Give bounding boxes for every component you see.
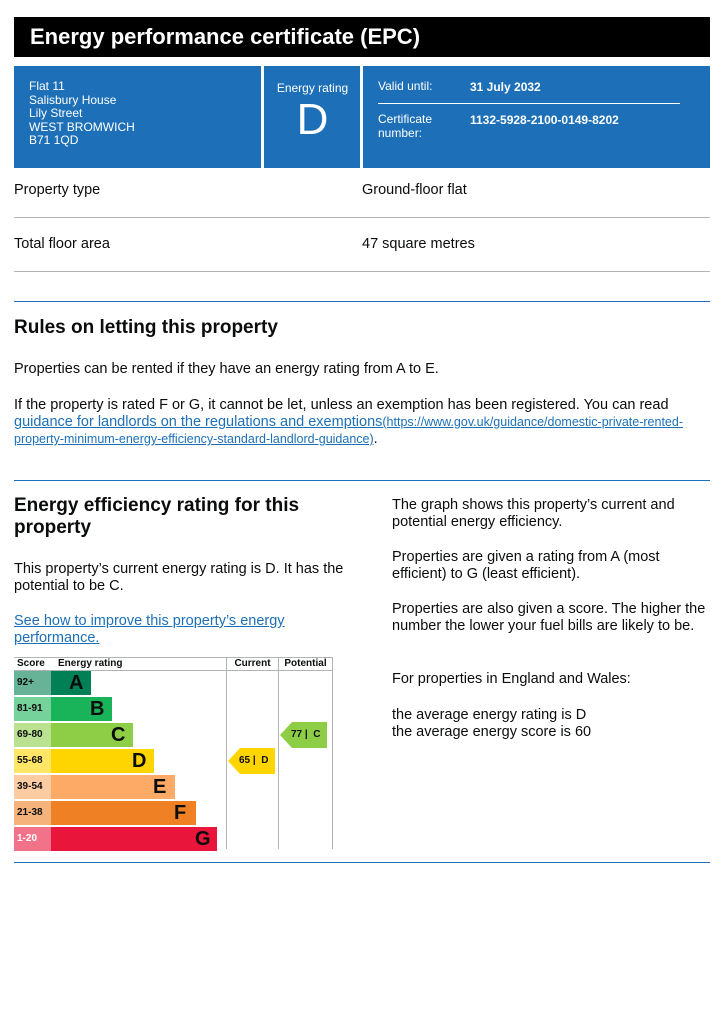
current-column-header: Current [234, 658, 271, 669]
score-column-header: Score [17, 658, 45, 669]
floor-area-value: 47 square metres [362, 236, 475, 252]
band-score-e: 39-54 [14, 775, 51, 799]
landlord-guidance-url[interactable]: (https://www.gov.uk/guidance/domestic-private-rented-property-minimum-energy-efficiency-standard-landlord-guidance) [14, 415, 683, 446]
rating-column-header: Energy rating [58, 658, 123, 669]
section-divider [14, 301, 710, 302]
valid-until-value: 31 July 2032 [470, 80, 541, 94]
band-letter-c: C [111, 724, 126, 746]
divider [14, 217, 710, 218]
efficiency-heading: Energy efficiency rating for this property [14, 495, 300, 538]
certificate-number-label [378, 113, 432, 140]
section-divider [14, 480, 710, 481]
potential-rating-arrow-label: 77 | C [291, 729, 321, 740]
divider [360, 66, 363, 168]
band-letter-a: A [69, 672, 84, 694]
certificate-number-value: 1132-5928-2100-0149-8202 [470, 113, 619, 127]
property-type-label: Property type [14, 182, 101, 198]
energy-rating-label: Energy rating [276, 81, 349, 95]
address-line: Salisbury House [29, 92, 117, 107]
current-rating-arrow [228, 748, 275, 774]
graph-explanation: The graph shows this property’s current and potential energy efficiency. [392, 497, 675, 530]
band-letter-e: E [153, 776, 167, 798]
section-divider [14, 862, 710, 863]
divider [14, 271, 710, 272]
landlord-guidance-link[interactable]: guidance for landlords on the regulations and exemptions [14, 414, 383, 430]
band-score-f: 21-38 [14, 801, 51, 825]
potential-column-header: Potential [284, 658, 327, 669]
certificate-label-line: Certificate [378, 112, 433, 126]
address-line: Lily Street [29, 106, 83, 120]
chart-border [332, 657, 333, 849]
divider [378, 103, 680, 104]
letting-exemption-text [14, 397, 706, 448]
address-line: B71 1QD [29, 133, 79, 147]
band-score-c: 69-80 [14, 723, 51, 747]
address-line: Flat 11 [29, 79, 65, 93]
floor-area-label: Total floor area [14, 236, 110, 252]
band-score-b: 81-91 [14, 697, 51, 721]
band-score-a: 92+ [14, 671, 51, 695]
current-rating-text: This property’s current energy rating is D. It has the potential to be C. [14, 561, 344, 594]
score-explanation: Properties are also given a score. The higher the number the lower your fuel bills are likely to be. [392, 601, 706, 634]
property-address [29, 80, 135, 148]
certificate-label-line: number: [378, 125, 423, 140]
current-rating-arrow-label: 65 | D [239, 755, 269, 766]
band-bar-g [51, 827, 217, 851]
energy-rating-chart [14, 657, 333, 849]
page-title: Energy performance certificate (EPC) [14, 17, 710, 57]
exemption-text: If the property is rated F or G, it cannot be let, unless an exemption has been registered. You can read [14, 397, 669, 413]
energy-rating-value: D [296, 95, 329, 144]
average-score: the average energy score is 60 [392, 724, 592, 740]
letting-rule-text: Properties can be rented if they have an energy rating from A to E. [14, 361, 439, 377]
improve-performance-link[interactable]: See how to improve this property’s energy performance. [14, 613, 285, 646]
band-score-d: 55-68 [14, 749, 51, 773]
band-letter-b: B [90, 698, 105, 720]
chart-border [226, 657, 227, 849]
band-letter-f: F [174, 802, 187, 824]
region-note: For properties in England and Wales: [392, 671, 631, 687]
period: . [373, 431, 378, 447]
band-letter-d: D [132, 750, 147, 772]
letting-heading: Rules on letting this property [14, 317, 278, 338]
address-line: WEST BROMWICH [29, 119, 135, 134]
property-type-value: Ground-floor flat [362, 182, 467, 198]
improve-performance-text [14, 613, 314, 647]
potential-rating-arrow [280, 722, 327, 748]
certificate-summary [14, 66, 710, 168]
band-letter-g: G [195, 828, 211, 850]
valid-until-label: Valid until: [378, 79, 433, 93]
chart-border [278, 657, 279, 849]
band-score-g: 1-20 [14, 827, 51, 851]
rating-explanation: Properties are given a rating from A (most efficient) to G (least efficient). [392, 549, 660, 582]
average-rating: the average energy rating is D [392, 707, 587, 723]
